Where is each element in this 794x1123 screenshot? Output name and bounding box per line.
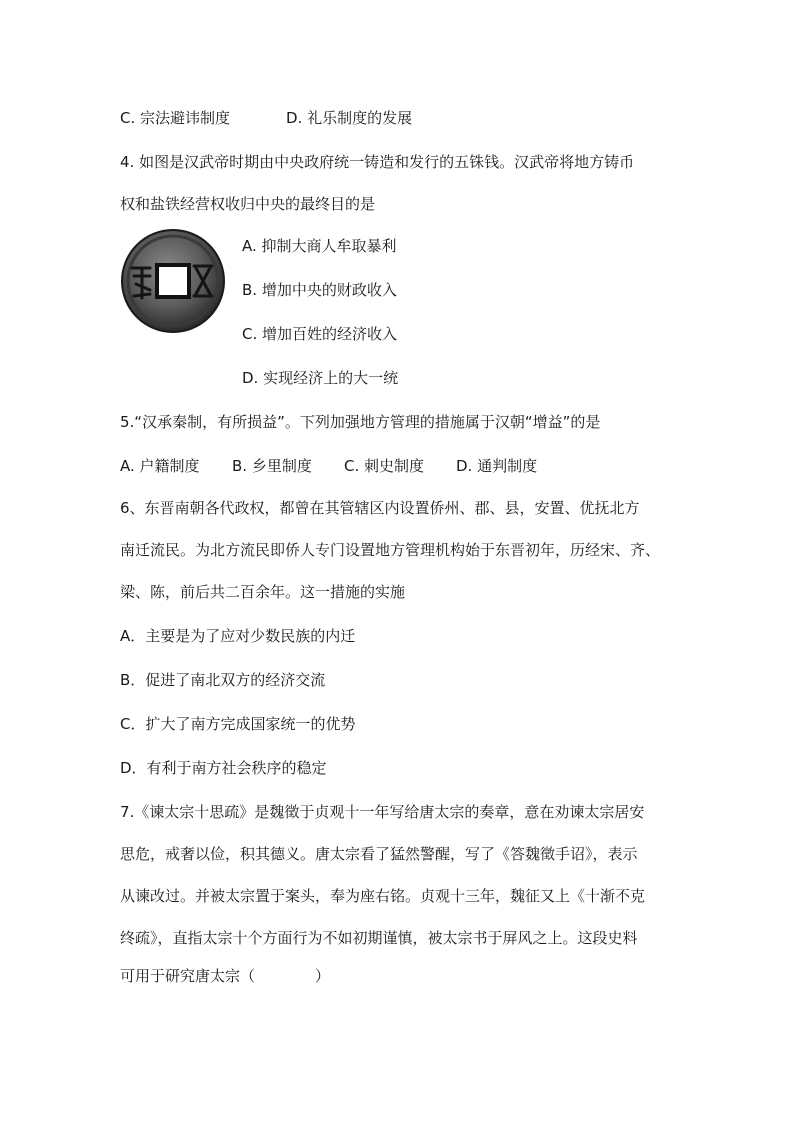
q7-stem-line-5: 可用于研究唐太宗（ ） bbox=[120, 967, 331, 985]
q5-stem: 5.“汉承秦制，有所损益”。下列加强地方管理的措施属于汉朝“增益”的是 bbox=[120, 413, 601, 431]
q3-option-d: D. 礼乐制度的发展 bbox=[286, 109, 413, 127]
q5-option-b: B. 乡里制度 bbox=[232, 457, 312, 475]
q4-stem-line-2: 权和盐铁经营权收归中央的最终目的是 bbox=[120, 195, 376, 213]
q6-option-c: C．扩大了南方完成国家统一的优势 bbox=[120, 715, 356, 733]
q6-option-a: A．主要是为了应对少数民族的内迁 bbox=[120, 627, 356, 645]
q7-stem-line-2: 思危，戒奢以俭，积其德义。唐太宗看了猛然警醒，写了《答魏徵手诏》，表示 bbox=[120, 845, 638, 863]
q7-stem-line-1: 7.《谏太宗十思疏》是魏徵于贞观十一年写给唐太宗的奏章，意在劝谏太宗居安 bbox=[120, 803, 645, 821]
q4-option-b: B. 增加中央的财政收入 bbox=[242, 281, 397, 299]
q6-stem-line-3: 梁、陈，前后共二百余年。这一措施的实施 bbox=[120, 583, 406, 601]
q4-option-a: A. 抑制大商人牟取暴利 bbox=[242, 237, 397, 255]
q4-stem-line-1: 4. 如图是汉武帝时期由中央政府统一铸造和发行的五铢钱。汉武帝将地方铸币 bbox=[120, 153, 635, 171]
q6-option-b: B．促进了南北双方的经济交流 bbox=[120, 671, 326, 689]
q5-option-d: D. 通判制度 bbox=[456, 457, 538, 475]
q4-option-c: C. 增加百姓的经济收入 bbox=[242, 325, 398, 343]
q3-option-c: C. 宗法避讳制度 bbox=[120, 109, 231, 127]
q4-option-d: D. 实现经济上的大一统 bbox=[242, 369, 399, 387]
q7-stem-line-3: 从谏改过。并被太宗置于案头，奉为座右铭。贞观十三年，魏征又上《十渐不克 bbox=[120, 887, 646, 905]
q6-stem-line-1: 6、东晋南朝各代政权，都曾在其管辖区内设置侨州、郡、县，安置、优抚北方 bbox=[120, 499, 640, 517]
q6-option-d: D．有利于南方社会秩序的稳定 bbox=[120, 759, 327, 777]
q7-stem-line-4: 终疏》，直指太宗十个方面行为不如初期谨慎，被太宗书于屏风之上。这段史料 bbox=[120, 929, 638, 947]
q5-option-c: C. 刺史制度 bbox=[344, 457, 425, 475]
q6-stem-line-2: 南迁流民。为北方流民即侨人专门设置地方管理机构始于东晋初年，历经宋、齐、 bbox=[120, 541, 661, 559]
q5-option-a: A. 户籍制度 bbox=[120, 457, 200, 475]
wuzhu-coin-image bbox=[120, 228, 226, 334]
